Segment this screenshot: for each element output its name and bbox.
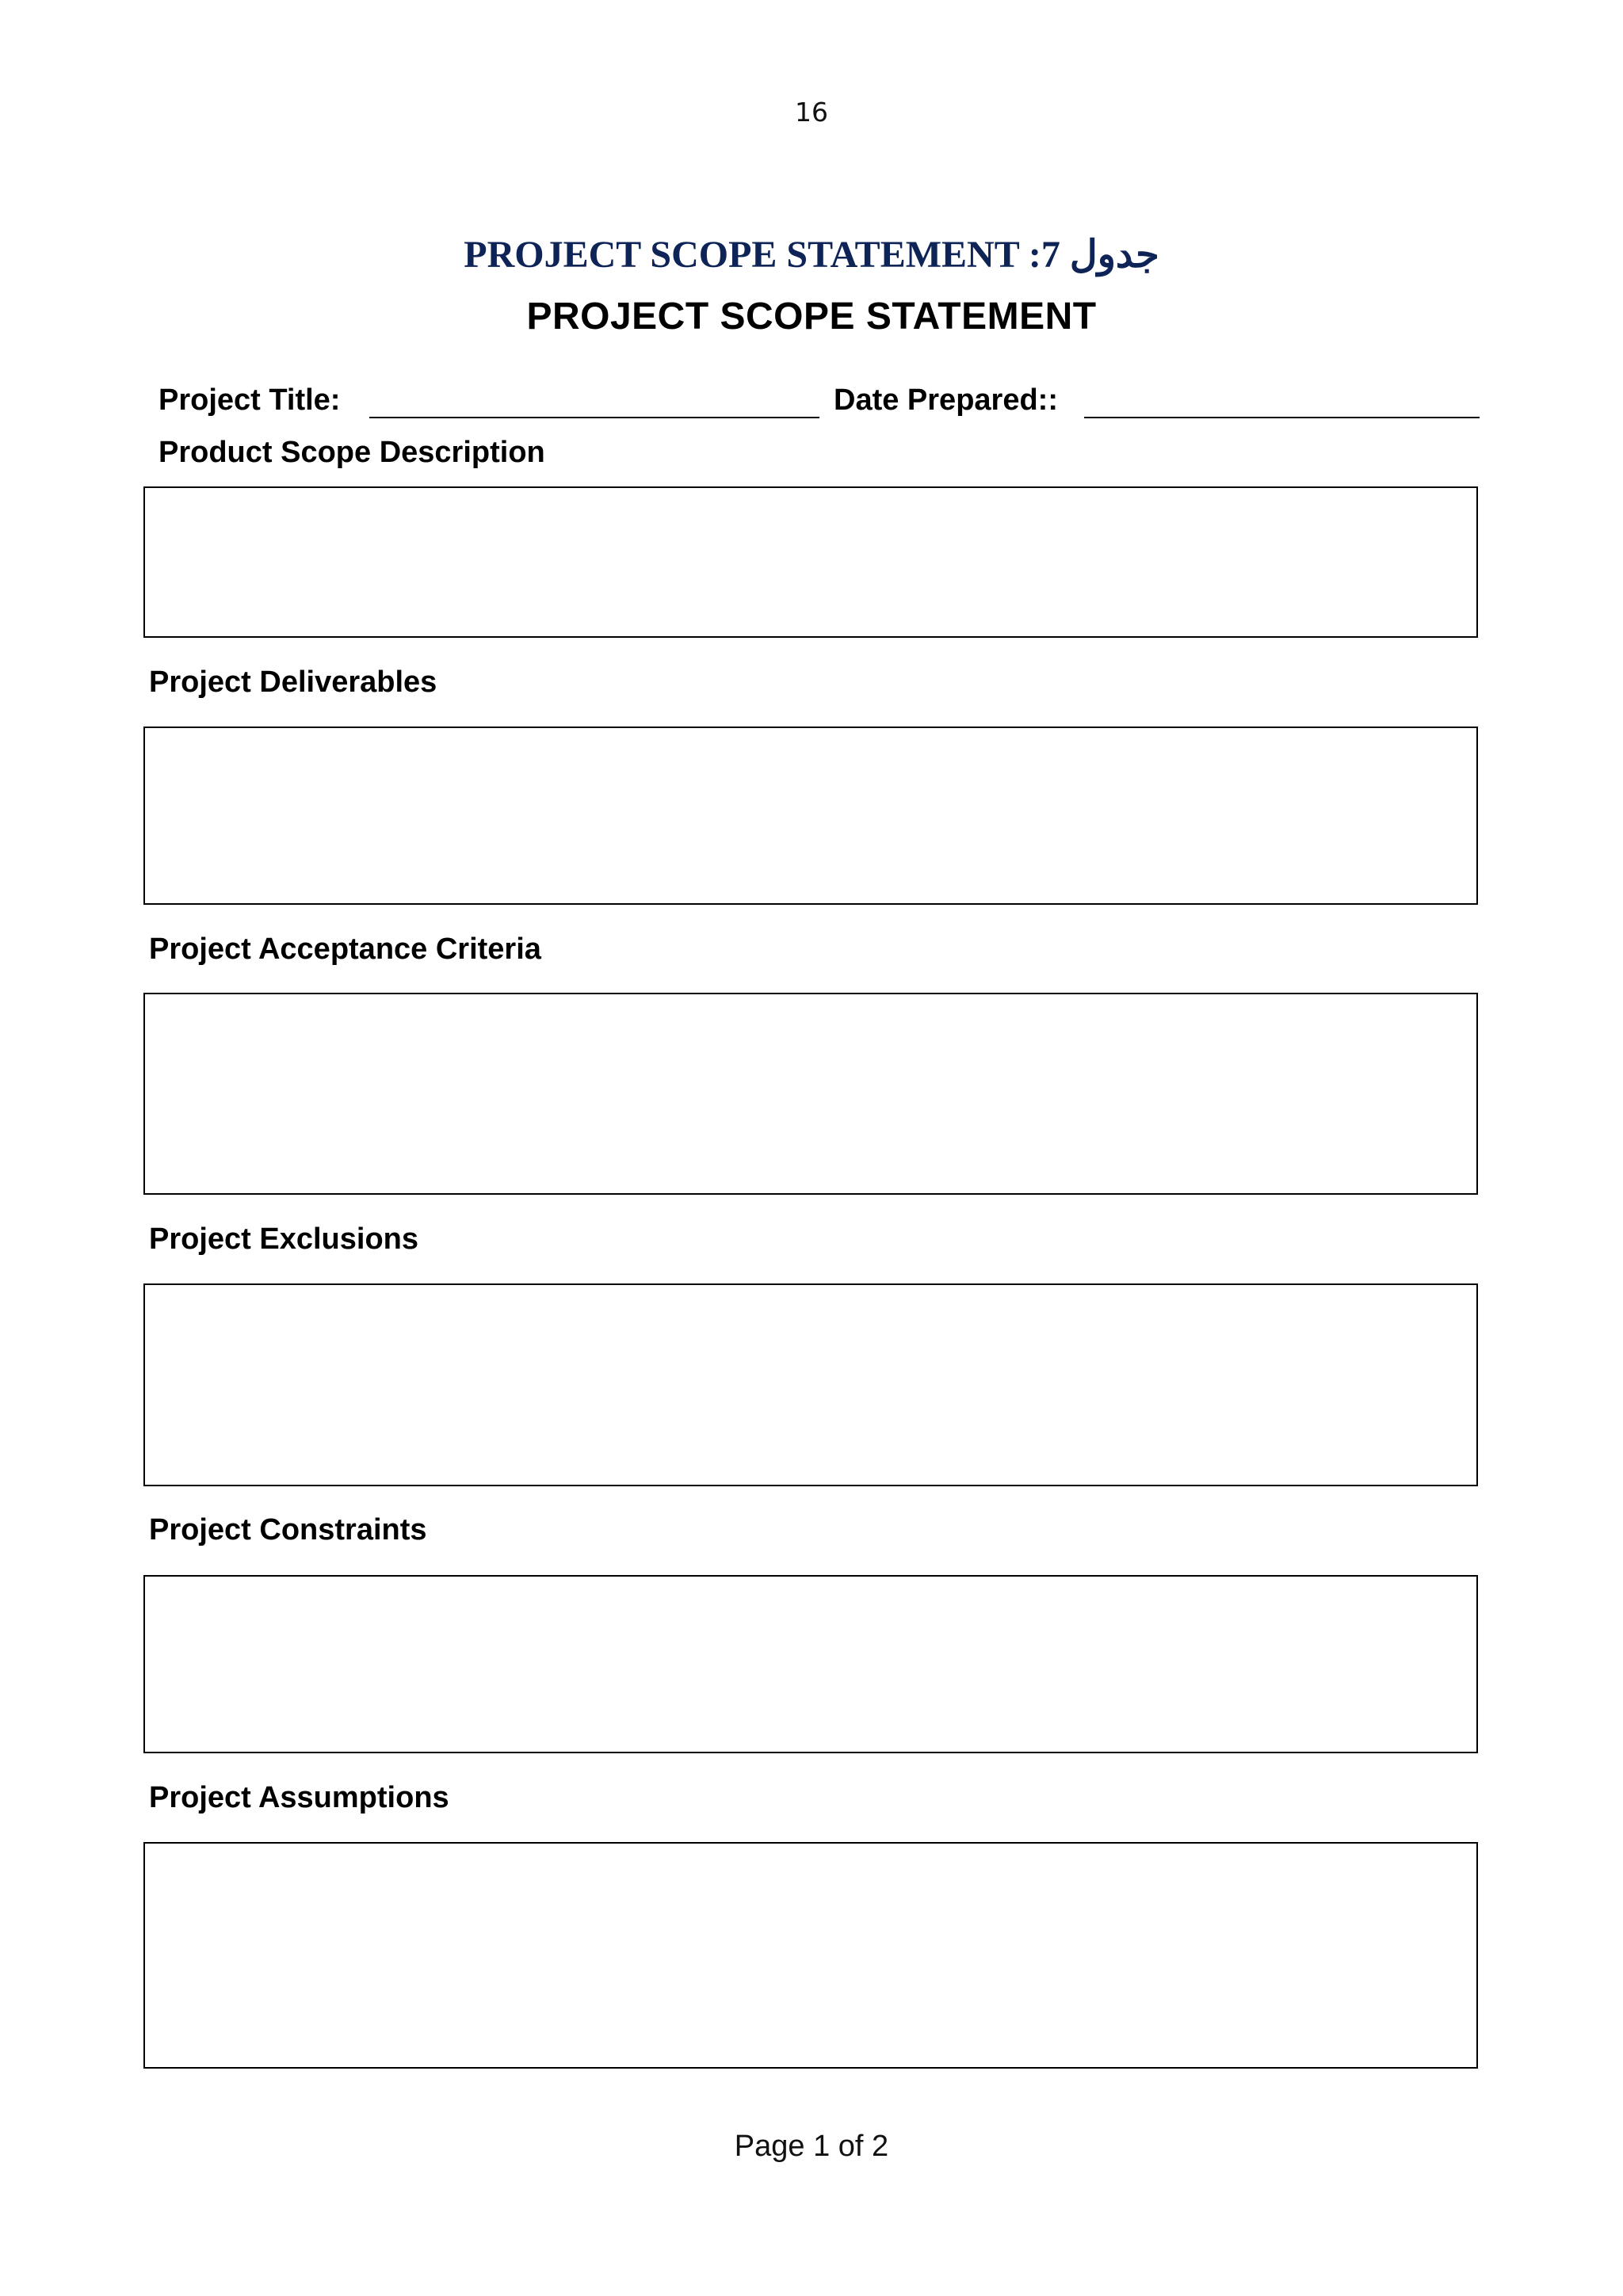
date-prepared-label: Date Prepared::: [834, 383, 1058, 417]
product-scope-description-box[interactable]: [143, 486, 1478, 638]
page-number: 16: [795, 97, 828, 128]
section-label-project-constraints: Project Constraints: [149, 1513, 427, 1547]
section-label-product-scope-description: Product Scope Description: [158, 436, 545, 469]
section-label-project-assumptions: Project Assumptions: [149, 1781, 449, 1814]
project-deliverables-box[interactable]: [143, 727, 1478, 905]
section-label-project-deliverables: Project Deliverables: [149, 666, 437, 699]
caption-text: PROJECT SCOPE STATEMENT :7: [464, 234, 1060, 276]
page-footer: Page 1 of 2: [734, 2130, 889, 2163]
project-constraints-box[interactable]: [143, 1575, 1478, 1753]
date-prepared-field[interactable]: [1084, 417, 1480, 418]
project-title-field[interactable]: [369, 417, 819, 418]
project-acceptance-criteria-box[interactable]: [143, 993, 1478, 1195]
section-label-project-exclusions: Project Exclusions: [149, 1222, 419, 1256]
project-assumptions-box[interactable]: [143, 1842, 1478, 2069]
form-title: PROJECT SCOPE STATEMENT: [526, 296, 1097, 338]
caption-arabic-word: جدول: [1069, 234, 1159, 276]
project-title-label: Project Title:: [158, 383, 341, 417]
section-label-project-acceptance-criteria: Project Acceptance Criteria: [149, 933, 541, 966]
table-caption: [0, 231, 1623, 279]
project-exclusions-box[interactable]: [143, 1283, 1478, 1486]
